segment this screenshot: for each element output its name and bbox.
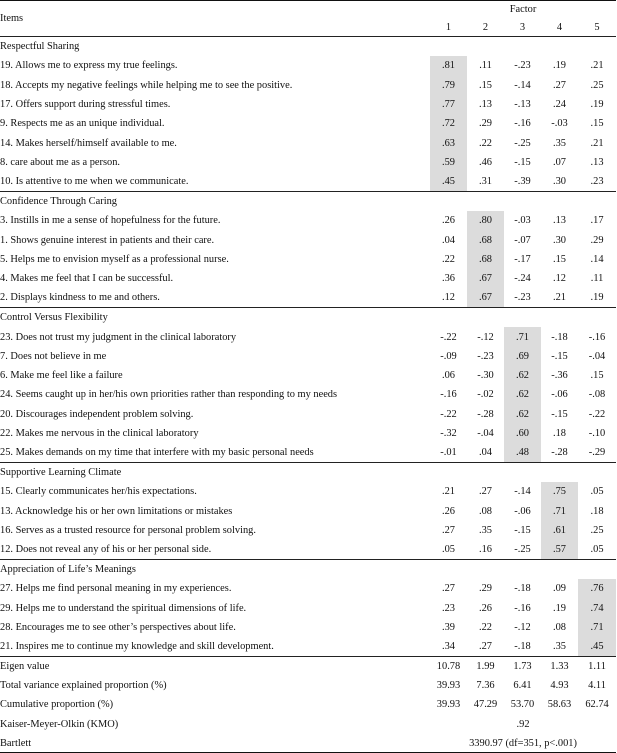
table-row [0,405,616,424]
loading-cell-factor-3: .62 [504,385,541,404]
factor-number-3: 3 [504,19,541,37]
stats-row [0,657,616,676]
loading-cell-factor-2: .11 [479,60,492,72]
table-row [0,366,616,385]
loading-cell-factor-1: .26 [442,505,455,517]
loading-cell-factor-1: .72 [430,114,467,133]
table-row [0,327,616,346]
stats-value-factor-2: 47.29 [473,699,498,711]
loading-cell-factor-4: .07 [553,156,566,168]
loading-cell-factor-5: .05 [590,486,604,498]
loading-cell-factor-5: .14 [590,253,604,265]
loading-cell-factor-1: .12 [442,292,455,304]
stats-value-factor-5: 1.11 [578,657,616,676]
loading-cell-factor-3: -.23 [514,292,531,304]
loading-cell-factor-2: .22 [479,137,492,149]
loading-cell-factor-3: -.24 [514,273,531,285]
section-header-row [0,308,616,328]
section-title: Respectful Sharing [0,41,80,53]
stats-label: Eigen value [0,657,430,676]
loading-cell-factor-1: .45 [430,172,467,191]
kmo-value: .92 [516,718,530,730]
header-row-1 [0,1,616,19]
table-row [0,502,616,521]
table-row [0,521,616,540]
table-row [0,618,616,637]
loading-cell-factor-1: .81 [430,56,467,75]
loading-cell-factor-2: .46 [479,156,492,168]
table-row [0,211,616,230]
loading-cell-factor-1: -.32 [440,428,457,440]
loading-cell-factor-1: .36 [442,273,455,285]
loading-cell-factor-1: .23 [442,602,455,614]
loading-cell-factor-4: .61 [541,521,578,540]
loading-cell-factor-4: .19 [553,60,566,72]
loading-cell-factor-5: .18 [590,505,604,517]
bartlett-label: Bartlett [0,734,430,753]
loading-cell-factor-2: .26 [479,602,492,614]
loading-cell-factor-4: -.18 [551,331,568,343]
loading-cell-factor-3: -.13 [514,99,531,111]
section-title: Supportive Learning Climate [0,463,616,483]
loading-cell-factor-3: -.25 [514,544,531,556]
table-row [0,250,616,269]
loading-cell-factor-5: .71 [578,618,616,637]
section-header-row [0,191,616,211]
loading-cell-factor-4: -.03 [551,118,568,130]
loading-cell-factor-4: -.28 [551,447,568,459]
loading-cell-factor-5: .25 [590,79,604,91]
item-text: 24. Seems caught up in her/his own priorities rather than responding to my needs [0,389,338,401]
item-text: 13. Acknowledge his or her own limitations or mistakes [0,505,233,517]
item-text: 21. Inspires me to continue my knowledge and skill development. [0,641,274,653]
loading-cell-factor-3: -.07 [514,234,531,246]
item-text: 6. Make me feel like a failure [0,370,123,382]
loading-cell-factor-4: .57 [541,540,578,559]
table-row [0,114,616,133]
loading-cell-factor-5: .13 [590,156,604,168]
loading-cell-factor-1: .34 [442,641,455,653]
loading-cell-factor-4: .35 [553,641,566,653]
item-text: 29. Helps me to understand the spiritual dimensions of life. [0,602,247,614]
loading-cell-factor-3: -.06 [514,505,531,517]
loading-cell-factor-3: .60 [504,424,541,443]
loading-cell-factor-4: .18 [553,428,566,440]
table-row [0,76,616,95]
item-text: 28. Encourages me to see other’s perspectives about life. [0,622,236,634]
loading-cell-factor-3: .62 [504,405,541,424]
loading-cell-factor-5: .25 [590,525,604,537]
bartlett-row [0,734,616,753]
item-text: 4. Makes me feel that I can be successful. [0,273,174,285]
loading-cell-factor-4: -.15 [551,350,568,362]
loading-cell-factor-4: .12 [553,273,566,285]
loading-cell-factor-2: -.28 [477,408,494,420]
item-text: 5. Helps me to envision myself as a professional nurse. [0,253,229,265]
table-row [0,56,616,75]
stats-value-factor-3: 1.73 [504,657,541,676]
factor-header: Factor [430,1,616,19]
loading-cell-factor-4: .35 [553,137,566,149]
stats-row [0,695,616,714]
loading-cell-factor-1: .05 [442,544,455,556]
loading-cell-factor-2: -.23 [477,350,494,362]
items-header: Items [0,1,430,37]
table-row [0,172,616,191]
loading-cell-factor-1: -.16 [440,389,457,401]
stats-value-factor-4: 4.93 [550,679,569,691]
loading-cell-factor-3: -.12 [514,622,531,634]
loading-cell-factor-4: .09 [553,583,566,595]
loading-cell-factor-4: .27 [553,79,566,91]
loading-cell-factor-2: .68 [467,230,504,249]
loading-cell-factor-4: -.06 [551,389,568,401]
loading-cell-factor-2: .29 [479,583,492,595]
loading-cell-factor-1: .63 [430,133,467,152]
loading-cell-factor-1: .21 [442,486,455,498]
stats-row [0,676,616,695]
loading-cell-factor-5: -.08 [588,389,606,401]
stats-value-factor-3: 6.41 [513,679,532,691]
kmo-label: Kaiser-Meyer-Olkin (KMO) [0,718,119,730]
loading-cell-factor-2: .15 [479,79,492,91]
stats-value-factor-2: 1.99 [467,657,504,676]
loading-cell-factor-1: .79 [430,76,467,95]
item-text: 1. Shows genuine interest in patients and their care. [0,234,215,246]
loading-cell-factor-4: .30 [553,175,566,187]
item-text: 22. Makes me nervous in the clinical laboratory [0,428,199,440]
table-row [0,637,616,656]
loading-cell-factor-1: -.22 [440,408,457,420]
loading-cell-factor-2: .67 [467,288,504,307]
table-row [0,133,616,152]
item-text: 20. Discourages independent problem solving. [0,408,194,420]
item-text: 7. Does not believe in me [0,350,107,362]
item-text: 14. Makes herself/himself available to me. [0,137,177,149]
loading-cell-factor-3: .69 [504,347,541,366]
table-row [0,153,616,172]
kmo-row [0,714,616,733]
loading-cell-factor-2: .04 [479,447,492,459]
loading-cell-factor-3: -.16 [514,602,531,614]
loading-cell-factor-1: .04 [442,234,455,246]
loading-cell-factor-2: .08 [479,505,492,517]
loading-cell-factor-3: -.14 [514,79,531,91]
loading-cell-factor-2: .16 [479,544,492,556]
loading-cell-factor-3: .71 [504,327,541,346]
loading-cell-factor-3: -.15 [514,525,531,537]
loading-cell-factor-2: .13 [479,99,492,111]
stats-value-factor-2: 7.36 [476,679,495,691]
loading-cell-factor-4: .15 [553,253,566,265]
loading-cell-factor-5: .17 [590,215,604,227]
item-text: 23. Does not trust my judgment in the clinical laboratory [0,331,237,343]
loading-cell-factor-5: .19 [590,99,604,111]
table-row [0,385,616,404]
item-text: 8. care about me as a person. [0,156,121,168]
factor-number-5: 5 [578,19,616,37]
table-row [0,95,616,114]
loading-cell-factor-5: -.29 [588,447,606,459]
table-row [0,424,616,443]
loading-cell-factor-2: -.30 [477,370,494,382]
section-title: Confidence Through Caring [0,191,616,211]
loading-cell-factor-3: -.14 [514,486,531,498]
loading-cell-factor-2: .31 [479,175,492,187]
item-text: 3. Instills in me a sense of hopefulness for the future. [0,215,221,227]
loading-cell-factor-4: .21 [553,292,566,304]
item-text: 16. Serves as a trusted resource for personal problem solving. [0,525,256,537]
loading-cell-factor-5: .21 [590,137,604,149]
loading-cell-factor-2: -.04 [477,428,494,440]
item-text: 27. Helps me find personal meaning in my experiences. [0,583,232,595]
loading-cell-factor-4: -.36 [551,370,568,382]
loading-cell-factor-3: -.18 [514,583,531,595]
loading-cell-factor-2: .27 [479,486,492,498]
item-text: 25. Makes demands on my time that interfere with my basic personal needs [0,447,314,459]
stats-value-factor-5: 62.74 [585,699,609,711]
table-row [0,269,616,288]
loading-cell-factor-2: -.12 [477,331,494,343]
loading-cell-factor-5: .74 [578,599,616,618]
loading-cell-factor-1: .06 [442,370,455,382]
table-row [0,482,616,501]
item-text: 2. Displays kindness to me and others. [0,292,160,304]
item-text: 10. Is attentive to me when we communicate. [0,175,189,187]
loading-cell-factor-3: .48 [504,443,541,462]
loading-cell-factor-5: .45 [578,637,616,656]
loading-cell-factor-4: .75 [541,482,578,501]
table-row [0,579,616,598]
loading-cell-factor-3: -.18 [514,641,531,653]
section-title: Control Versus Flexibility [0,308,616,328]
loading-cell-factor-1: .59 [430,153,467,172]
loading-cell-factor-3: -.25 [514,137,531,149]
loading-cell-factor-2: .22 [479,622,492,634]
item-text: 9. Respects me as an unique individual. [0,118,165,130]
loading-cell-factor-3: -.39 [514,175,531,187]
loading-cell-factor-2: .80 [467,211,504,230]
loading-cell-factor-5: -.04 [588,350,606,362]
loading-cell-factor-1: -.22 [440,331,457,343]
stats-value-factor-4: 58.63 [547,699,572,711]
item-text: 17. Offers support during stressful times. [0,99,171,111]
loading-cell-factor-3: .62 [504,366,541,385]
loading-cell-factor-3: -.15 [514,156,531,168]
factor-number-2: 2 [467,19,504,37]
loading-cell-factor-3: -.16 [514,118,531,130]
loading-cell-factor-1: .27 [442,583,455,595]
table-row [0,599,616,618]
loading-cell-factor-1: -.01 [440,447,457,459]
loading-cell-factor-1: .27 [442,525,455,537]
loading-cell-factor-5: .05 [590,544,604,556]
section-header-row [0,463,616,483]
stats-value-factor-4: 1.33 [541,657,578,676]
loading-cell-factor-4: .19 [553,602,566,614]
loading-cell-factor-1: .39 [442,622,455,634]
stats-value-factor-1: 39.93 [436,679,461,691]
item-text: 15. Clearly communicates her/his expectations. [0,486,197,498]
stats-value-factor-3: 53.70 [510,699,535,711]
section-header-row [0,560,616,580]
stats-label: Cumulative proportion (%) [0,699,114,711]
loading-cell-factor-4: .13 [553,215,566,227]
stats-value-factor-1: 39.93 [436,699,461,711]
loading-cell-factor-1: .77 [430,95,467,114]
loading-cell-factor-2: -.02 [477,389,494,401]
loading-cell-factor-5: .23 [590,175,604,187]
loading-cell-factor-5: -.22 [588,408,606,420]
loading-cell-factor-4: -.15 [551,408,568,420]
loading-cell-factor-2: .67 [467,269,504,288]
loading-cell-factor-2: .35 [479,525,492,537]
loading-cell-factor-3: -.03 [514,215,531,227]
loading-cell-factor-5: .15 [590,370,604,382]
loading-cell-factor-5: .15 [590,118,604,130]
bartlett-value: 3390.97 (df=351, p<.001) [430,734,616,753]
loading-cell-factor-3: -.17 [514,253,531,265]
stats-label: Total variance explained proportion (%) [0,679,167,691]
table-row [0,443,616,462]
loading-cell-factor-1: .22 [442,253,455,265]
table-row [0,347,616,366]
loading-cell-factor-2: .29 [479,118,492,130]
loading-cell-factor-5: .19 [590,292,604,304]
loading-cell-factor-5: -.10 [588,428,606,440]
section-header-row [0,37,616,57]
item-text: 18. Accepts my negative feelings while helping me to see the positive. [0,79,293,91]
loading-cell-factor-3: -.23 [514,60,531,72]
loading-cell-factor-5: .29 [590,234,604,246]
loading-cell-factor-2: .27 [479,641,492,653]
factor-number-4: 4 [541,19,578,37]
loading-cell-factor-1: .26 [442,215,455,227]
table-row [0,540,616,559]
loading-cell-factor-4: .71 [541,502,578,521]
loading-cell-factor-1: -.09 [440,350,457,362]
table-row [0,230,616,249]
loading-cell-factor-5: .76 [578,579,616,598]
stats-value-factor-5: 4.11 [588,679,606,691]
loading-cell-factor-4: .24 [553,99,566,111]
section-title: Appreciation of Life’s Meanings [0,560,616,580]
loading-cell-factor-2: .68 [467,250,504,269]
loading-cell-factor-4: .08 [553,622,566,634]
stats-value-factor-1: 10.78 [430,657,467,676]
loading-cell-factor-5: .11 [590,273,604,285]
table-row [0,288,616,307]
factor-number-1: 1 [430,19,467,37]
item-text: 12. Does not reveal any of his or her personal side. [0,544,212,556]
item-text: 19. Allows me to express my true feelings. [0,60,178,72]
loading-cell-factor-5: -.16 [588,331,606,343]
loading-cell-factor-5: .21 [590,60,604,72]
loading-cell-factor-4: .30 [553,234,566,246]
